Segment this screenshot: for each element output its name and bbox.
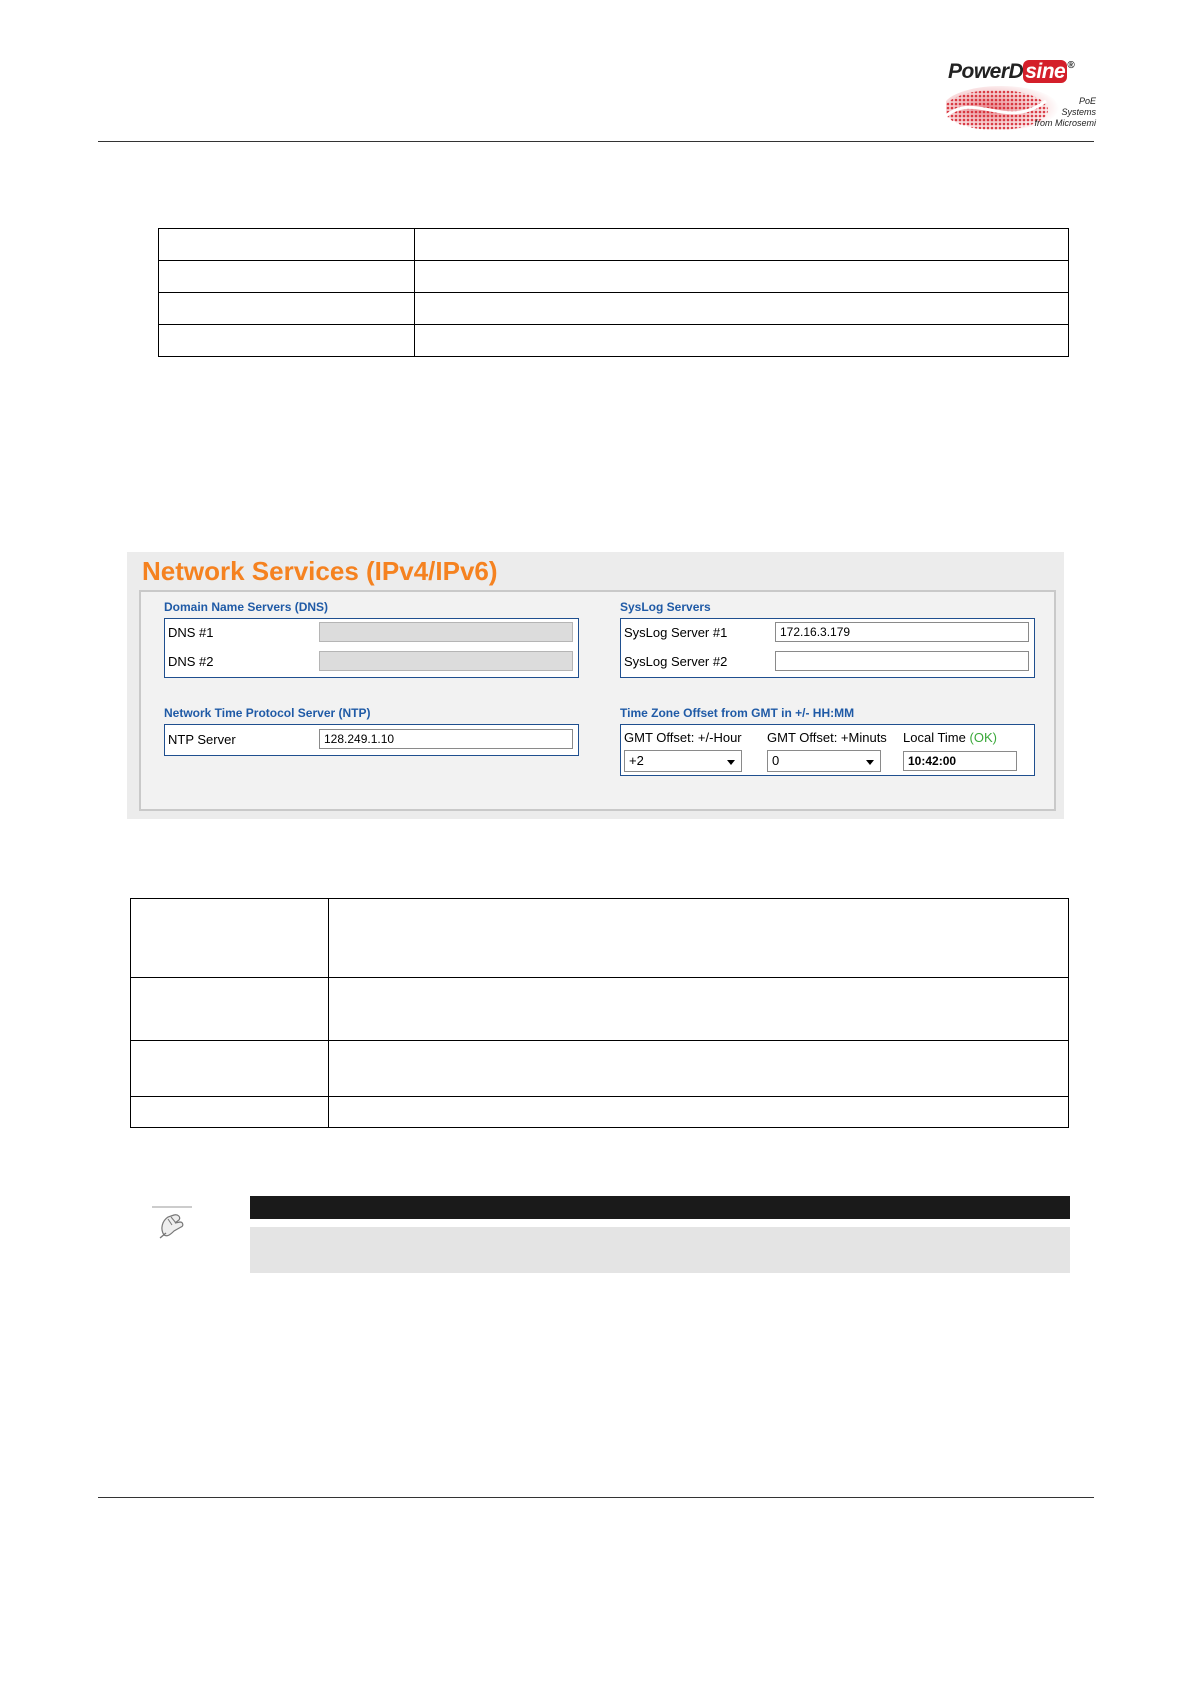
table-row [159,229,1069,261]
table-cell [131,1097,329,1128]
table-cell [159,325,415,357]
table-row [131,978,1069,1041]
ntp-group [164,724,579,756]
syslog2-input[interactable] [775,651,1029,671]
table-row [131,1041,1069,1097]
note-body [250,1227,1070,1273]
syslog2-label: SysLog Server #2 [624,654,728,669]
panel-title: Network Services (IPv4/IPv6) [142,556,498,586]
local-time-status: (OK) [969,730,997,745]
syslog1-input[interactable]: 172.16.3.179 [775,622,1029,642]
table-row [159,293,1069,325]
note-hand-icon [150,1205,194,1245]
dns1-label: DNS #1 [168,625,214,640]
table-row [131,899,1069,978]
table-cell [159,261,415,293]
table-row [159,325,1069,357]
gmt-minute-select[interactable]: 0 [767,750,881,772]
table-cell [415,229,1069,261]
table-cell [159,229,415,261]
gmt-hour-label: GMT Offset: +/-Hour [624,730,742,745]
local-time-input[interactable]: 10:42:00 [903,751,1017,771]
dns-group [164,618,579,678]
local-time-label: Local Time (OK) [903,730,997,745]
table-cell [329,1041,1069,1097]
table-cell [329,978,1069,1041]
ntp-label: NTP Server [168,732,236,747]
company-logo [946,56,1096,140]
table-cell [329,899,1069,978]
network-services-panel [127,552,1064,819]
timezone-group-title: Time Zone Offset from GMT in +/- HH:MM [620,706,855,720]
table-row [159,261,1069,293]
gmt-hour-select[interactable]: +2 [624,750,742,772]
chevron-down-icon [727,760,735,765]
chevron-down-icon [866,760,874,765]
ntp-group-title: Network Time Protocol Server (NTP) [164,706,371,720]
lower-table [130,898,1069,1128]
logo-subtitle: PoE Systems from Microsemi [1034,96,1096,128]
table-row [131,1097,1069,1128]
upper-table [158,228,1069,357]
table-cell [131,978,329,1041]
syslog-group-title: SysLog Servers [620,600,711,614]
panel-frame [139,590,1056,811]
dns2-label: DNS #2 [168,654,214,669]
footer-rule [98,1497,1094,1498]
table-cell [415,325,1069,357]
table-cell [131,899,329,978]
dns1-input[interactable] [319,622,573,642]
table-cell [131,1041,329,1097]
ntp-input[interactable]: 128.249.1.10 [319,729,573,749]
dns2-input[interactable] [319,651,573,671]
dns-group-title: Domain Name Servers (DNS) [164,600,329,614]
syslog-group [620,618,1035,678]
note-header-bar [250,1196,1070,1219]
logo-wordmark: PowerDsine ® [948,60,1075,83]
timezone-group [620,724,1035,776]
syslog1-label: SysLog Server #1 [624,625,728,640]
table-cell [159,293,415,325]
table-cell [415,293,1069,325]
gmt-minute-label: GMT Offset: +Minuts [767,730,887,745]
table-cell [329,1097,1069,1128]
table-cell [415,261,1069,293]
header-rule [98,141,1094,142]
